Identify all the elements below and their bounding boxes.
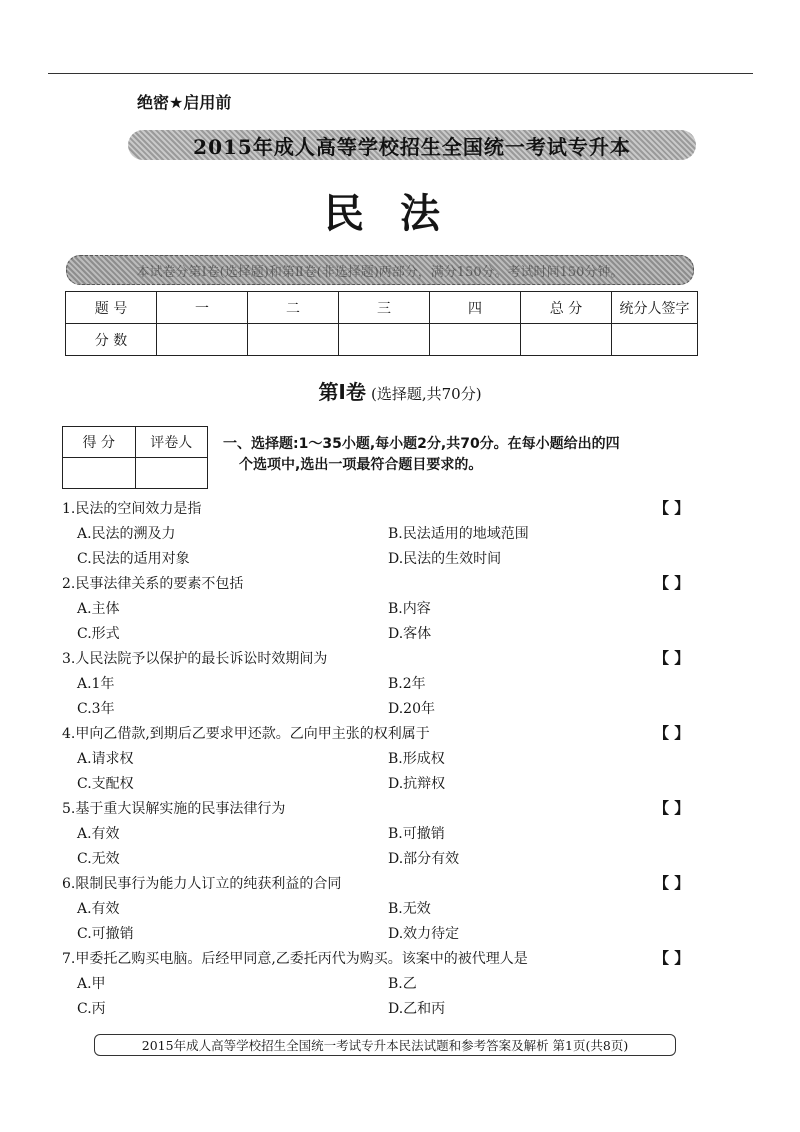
option-b: B.乙 bbox=[388, 976, 417, 992]
option-d: D.20年 bbox=[388, 701, 435, 717]
answer-bracket: 【 】 bbox=[654, 949, 690, 967]
grader-name-label: 评卷人 bbox=[135, 427, 208, 458]
option-c: C.形式 bbox=[77, 626, 120, 642]
option-d: D.民法的生效时间 bbox=[388, 551, 502, 567]
question-stem: 3.人民法院予以保护的最长诉讼时效期间为 bbox=[62, 651, 328, 667]
question-stem: 1.民法的空间效力是指 bbox=[62, 501, 202, 517]
option-d: D.乙和丙 bbox=[388, 1001, 446, 1017]
option-d: D.客体 bbox=[388, 626, 432, 642]
volume-note: (选择题,共70分) bbox=[370, 385, 482, 403]
volume-title: 第Ⅰ卷 bbox=[318, 380, 366, 404]
score-cell: 统分人签字 bbox=[612, 292, 698, 324]
option-d: D.抗辩权 bbox=[388, 776, 446, 792]
grader-score-label: 得 分 bbox=[63, 427, 136, 458]
score-cell: 三 bbox=[339, 292, 430, 324]
option-b: B.可撤销 bbox=[388, 826, 445, 842]
score-table-value-row bbox=[66, 324, 698, 356]
answer-bracket: 【 】 bbox=[654, 574, 690, 592]
question-stem: 6.限制民事行为能力人订立的纯获利益的合同 bbox=[62, 876, 342, 892]
exam-banner-text: 2015年成人高等学校招生全国统一考试专升本 bbox=[193, 134, 631, 159]
grader-blank bbox=[135, 458, 208, 489]
option-b: B.形成权 bbox=[388, 751, 445, 767]
score-blank bbox=[157, 324, 248, 356]
answer-bracket: 【 】 bbox=[654, 499, 690, 517]
exam-notice-text: 本试卷分第Ⅰ卷(选择题)和第Ⅱ卷(非选择题)两部分，满分150分。考试时间150分钟。 bbox=[136, 264, 624, 280]
score-cell: 一 bbox=[157, 292, 248, 324]
confidential-label: 绝密★启用前 bbox=[137, 93, 232, 112]
option-a: A.甲 bbox=[77, 976, 106, 992]
answer-bracket: 【 】 bbox=[654, 724, 690, 742]
option-a: A.请求权 bbox=[77, 751, 134, 767]
instructions-line: 一、选择题:1～35小题,每小题2分,共70分。在每小题给出的四 bbox=[223, 436, 620, 452]
score-cell: 四 bbox=[430, 292, 521, 324]
option-b: B.民法适用的地域范围 bbox=[388, 526, 529, 542]
option-b: B.内容 bbox=[388, 601, 431, 617]
score-table bbox=[65, 291, 698, 356]
option-c: C.3年 bbox=[77, 701, 115, 717]
score-cell: 总 分 bbox=[521, 292, 612, 324]
score-cell: 题 号 bbox=[66, 292, 157, 324]
answer-bracket: 【 】 bbox=[654, 874, 690, 892]
option-c: C.支配权 bbox=[77, 776, 134, 792]
section-instructions bbox=[223, 434, 703, 476]
instructions-line: 个选项中,选出一项最符合题目要求的。 bbox=[239, 457, 483, 473]
option-b: B.无效 bbox=[388, 901, 431, 917]
grader-blank bbox=[63, 458, 136, 489]
exam-banner bbox=[128, 130, 696, 160]
option-c: C.无效 bbox=[77, 851, 120, 867]
score-table-header-row bbox=[66, 292, 698, 324]
option-d: D.效力待定 bbox=[388, 926, 460, 942]
score-blank bbox=[430, 324, 521, 356]
option-c: C.民法的适用对象 bbox=[77, 551, 190, 567]
score-cell: 二 bbox=[248, 292, 339, 324]
option-a: A.民法的溯及力 bbox=[77, 526, 176, 542]
score-blank bbox=[248, 324, 339, 356]
answer-bracket: 【 】 bbox=[654, 799, 690, 817]
option-c: C.丙 bbox=[77, 1001, 106, 1017]
option-a: A.有效 bbox=[77, 901, 120, 917]
subject-title: 民法 bbox=[324, 191, 476, 237]
score-blank bbox=[521, 324, 612, 356]
option-c: C.可撤销 bbox=[77, 926, 134, 942]
option-a: A.有效 bbox=[77, 826, 120, 842]
question-stem: 5.基于重大误解实施的民事法律行为 bbox=[62, 801, 286, 817]
answer-bracket: 【 】 bbox=[654, 649, 690, 667]
score-row-label: 分 数 bbox=[66, 324, 157, 356]
option-b: B.2年 bbox=[388, 676, 426, 692]
volume-heading bbox=[0, 376, 800, 405]
score-blank bbox=[612, 324, 698, 356]
option-a: A.主体 bbox=[77, 601, 120, 617]
question-stem: 4.甲向乙借款,到期后乙要求甲还款。乙向甲主张的权利属于 bbox=[62, 726, 430, 742]
top-rule bbox=[48, 73, 753, 74]
score-blank bbox=[339, 324, 430, 356]
option-d: D.部分有效 bbox=[388, 851, 460, 867]
page-footer: 2015年成人高等学校招生全国统一考试专升本民法试题和参考答案及解析 第1页(共8页) bbox=[94, 1034, 676, 1056]
exam-notice-bar bbox=[66, 255, 694, 285]
question-stem: 2.民事法律关系的要素不包括 bbox=[62, 576, 244, 592]
option-a: A.1年 bbox=[77, 676, 115, 692]
grader-table bbox=[62, 426, 208, 489]
question-stem: 7.甲委托乙购买电脑。后经甲同意,乙委托丙代为购买。该案中的被代理人是 bbox=[62, 951, 528, 967]
